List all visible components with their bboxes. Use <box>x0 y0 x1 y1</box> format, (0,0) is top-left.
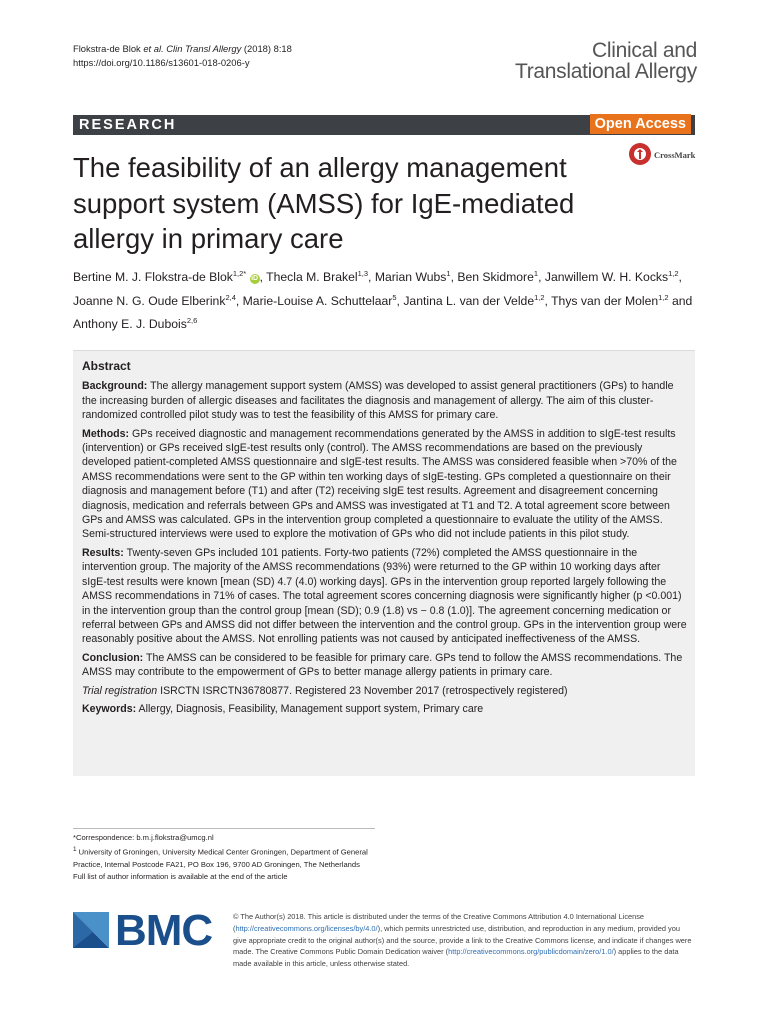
author-name-text: Marie-Louise A. Schuttelaar <box>242 293 393 308</box>
abstract-conclusion <box>82 651 687 680</box>
author-name[interactable] <box>243 294 397 308</box>
abstract-trial-registration <box>82 684 687 698</box>
author-name-text: Joanne N. G. Oude Elberink <box>73 293 226 308</box>
author-name[interactable] <box>266 270 368 284</box>
author-affiliation-sup: 1 <box>446 269 451 278</box>
conclusion-label: Conclusion: <box>82 651 144 664</box>
author-name-text: Ben Skidmore <box>457 270 534 285</box>
journal-name <box>515 40 697 82</box>
author-name-text: Bertine M. J. Flokstra-de Blok <box>73 270 233 285</box>
author-affiliation-sup: 2,4 <box>225 292 236 302</box>
trial-text: ISRCTN ISRCTN36780877. Registered 23 November 2017 (retrospectively registered) <box>160 684 568 697</box>
open-access-badge: Open Access <box>590 114 691 134</box>
author-name-text: Jantina L. van der Velde <box>403 293 535 308</box>
crossmark-icon <box>628 142 652 166</box>
bmc-mark-icon <box>73 912 109 948</box>
bmc-logo[interactable] <box>73 906 218 964</box>
author-name[interactable] <box>73 294 236 308</box>
citation-journal: et al. Clin Transl Allergy <box>143 43 242 54</box>
author-name-text: Marian Wubs <box>374 270 447 285</box>
citation-volume: (2018) 8:18 <box>241 43 292 54</box>
footnotes <box>73 828 375 883</box>
author-name-text: Thys van der Molen <box>551 293 659 308</box>
doi-link[interactable]: https://doi.org/10.1186/s13601-018-0206-y <box>73 57 250 68</box>
author-name[interactable] <box>403 294 544 308</box>
author-affiliation-sup: 1,2 <box>668 269 679 278</box>
abstract-box <box>73 350 695 776</box>
license-text-part1: © The Author(s) 2018. This article is distributed under the terms of the Creative Commons Attribution 4.0 International License ( <box>233 912 645 933</box>
orcid-icon[interactable]: iD <box>251 275 259 283</box>
author-name[interactable] <box>551 294 668 308</box>
author-name[interactable] <box>375 270 451 284</box>
abstract-keywords <box>82 702 687 716</box>
article-citation <box>73 42 292 70</box>
author-name-text: Anthony E. J. Dubois <box>73 317 187 332</box>
background-text: The allergy management support system (AMSS) was developed to assist general practitioners (GPs) to handle the increasing burden of allergic diseases and facilitates the diagnosis and management of allergy. The aim of this cluster-randomized controlled pilot study was to test the feasibility of this AMSS for primary care. <box>82 380 674 422</box>
affiliation-text: University of Groningen, University Medical Center Groningen, Department of General Practice, Internal Postcode FA21, PO Box 196, 9700 AD Groningen, The Netherlands <box>73 847 368 869</box>
correspondence-note: *Correspondence: b.m.j.flokstra@umcg.nl <box>73 833 214 842</box>
author-affiliation-sup: 5 <box>392 292 397 302</box>
abstract-results <box>82 546 687 647</box>
article-type-bar <box>73 115 695 135</box>
conclusion-text: The AMSS can be considered to be feasible for primary care. GPs tend to follow the AMSS recommendations. The AMSS may contribute to the empowerment of GPs to better manage allergy patients in primary care. <box>82 651 683 679</box>
author-name-text: Thecla M. Brakel <box>266 270 358 285</box>
author-name-text: Janwillem W. H. Kocks <box>544 270 669 285</box>
results-label: Results: <box>82 546 124 559</box>
author-affiliation-sup: 1,2 <box>658 292 669 302</box>
journal-name-line2: Translational Allergy <box>514 60 697 83</box>
license-text-part3: ) applies to the data made available in this article, unless otherwise stated. <box>233 947 679 969</box>
author-name[interactable] <box>545 270 679 284</box>
author-affiliation-sup: 1,2* <box>232 269 247 278</box>
citation-authors: Flokstra-de Blok <box>73 43 144 54</box>
journal-name-line1: Clinical and <box>592 39 697 62</box>
article-title: The feasibility of an allergy management support system (AMSS) for IgE-mediated allergy in primary care <box>73 152 575 254</box>
background-label: Background: <box>82 380 148 393</box>
trial-label: Trial registration <box>82 684 158 697</box>
crossmark-badge[interactable] <box>628 142 698 168</box>
author-list: Bertine M. J. Flokstra-de Blok$^{1,2*}$ iD , Thecla M. Brakel$^{1,3}$, Marian Wubs$^1$, Ben Skidmore$^1$, Janwillem W. H. Kocks$^{1,2}$, Joanne N. G. Oude Elberink$^{2,4}$, Marie-Louise A. Schuttelaar$^5$, Jantina L. van der Velde$^{1,2}$, Thys van der Molen$^{1,2}$ and Anthony E. J. Dubois$^{2,6}$ <box>73 269 693 332</box>
author-name[interactable] <box>457 270 538 284</box>
keywords-text: Allergy, Diagnosis, Feasibility, Management support system, Primary care <box>138 702 484 715</box>
affiliation-note <box>73 844 375 871</box>
author-name[interactable] <box>73 317 197 331</box>
methods-label: Methods: <box>82 427 130 440</box>
abstract-background <box>82 379 687 422</box>
results-text: Twenty-seven GPs included 101 patients. Forty-two patients (72%) completed the AMSS questionnaire in the intervention group. The majority of the AMSS recommendations (93%) were returned to the GP within 10 working days after sIgE-test results were known [mean (SD) 4.7 (4.0) working days]. GPs in the intervention group reported largely following the AMSS recommendations in 71% of cases. The total agreement scores concerning diagnosis were significantly higher (p <0.001) in the intervention group than the control group [mean (SD); 0.9 (1.8) vs − 0.8 (1.0)]. The agreement concerning medication or referral between GPs and AMSS did not differ between the intervention and the control group. GPs in the intervention group were reasonably positive about the AMSS. Not enrolling patients was not caused by anticipated ineffectiveness of the AMSS. <box>82 546 687 646</box>
crossmark-label: CrossMark <box>654 150 696 160</box>
affiliation-number: 1 <box>73 846 77 853</box>
license-text-part2: ), which permits unrestricted use, distribution, and reproduction in any medium, provided you give appropriate credit to the original author(s) and the source, provide a link to the Creative Commons license, and indicate if changes were made. The Creative Commons Public Domain Dedication waiver ( <box>233 923 692 957</box>
full-list-note: Full list of author information is available at the end of the article <box>73 871 288 881</box>
methods-text: GPs received diagnostic and management recommendations generated by the AMSS in addition to sIgE-test results (intervention) or GPs received sIgE-test results only (control). The AMSS recommendations are based on the previously developed patient-completed AMSS questionnaire and sIgE-test results. The AMSS was considered feasible when >70% of the AMSS recommendations were sent to the GP within ten working days of sIgE-testing. GPs completed a questionnaire on their diagnosis and management before (T1) and after (T2) receiving sIgE test results. Agreement and disagreement concerning diagnosis, medication and referrals between GPs and AMSS was investigated at T1 and T2. A total agreement score between GPs and AMSS was calculated. GPs in the intervention group completed a questionnaire to evaluate the utility of the AMSS. Semi-structured interviews were used to explore the motivation of GPs who did not include patients in this pilot study. <box>82 427 677 541</box>
author-affiliation-sup: 2,6 <box>186 316 198 326</box>
cc-by-license-link[interactable]: http://creativecommons.org/licenses/by/4.0/ <box>235 923 378 933</box>
cc0-waiver-link[interactable]: http://creativecommons.org/publicdomain/zero/1.0/ <box>448 947 614 957</box>
author-name[interactable] <box>73 270 260 284</box>
author-affiliation-sup: 1,3 <box>357 269 369 278</box>
keywords-label: Keywords: <box>82 702 137 715</box>
abstract-heading: Abstract <box>82 359 131 373</box>
bmc-logo-text: BMC <box>115 906 213 955</box>
author-affiliation-sup: 1,2 <box>534 292 545 302</box>
author-and: and <box>671 293 693 308</box>
article-type-label: RESEARCH <box>79 117 177 133</box>
license-statement <box>233 911 695 970</box>
author-affiliation-sup: 1 <box>533 269 539 278</box>
abstract-methods <box>82 427 687 542</box>
